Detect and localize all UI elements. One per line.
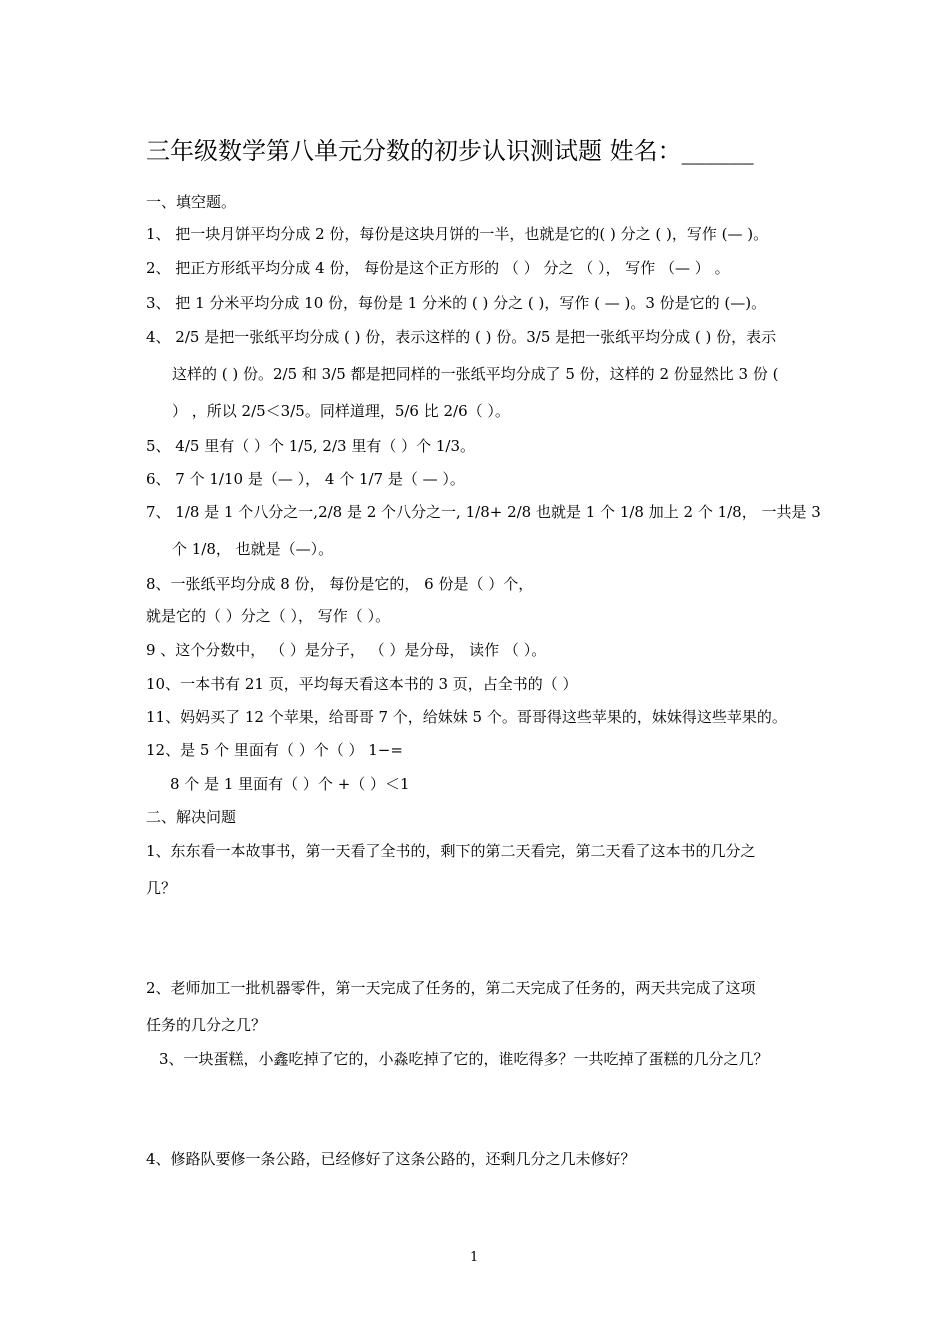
- question-2: 2、 把正方形纸平均分成 4 份， 每份是这个正方形的 （ ） 分之 （ ）， 写作 （— ） 。: [146, 259, 730, 277]
- question-5: 5、 4/5 里有（ ）个 1/5, 2/3 里有（ ）个 1/3。: [146, 437, 476, 455]
- question-8-line-2: 就是它的（ ）分之（ ）， 写作（ ）。: [146, 607, 391, 625]
- question-7-line-1: 7、 1/8 是 1 个八分之一,2/8 是 2 个八分之一, 1/8+ 2/8 也就是 1 个 1/8 加上 2 个 1/8， 一共是 3: [146, 503, 821, 521]
- page-title: 三年级数学第八单元分数的初步认识测试题 姓名：______: [146, 137, 754, 165]
- section-heading-fill-in: 一、填空题。: [146, 193, 237, 211]
- problem-2-line-1: 2、老师加工一批机器零件，第一天完成了任务的，第二天完成了任务的，两天共完成了这项: [146, 979, 756, 997]
- problem-1-line-2: 几？: [146, 879, 177, 897]
- question-11: 11、妈妈买了 12 个苹果，给哥哥 7 个，给妹妹 5 个。哥哥得这些苹果的，妹妹得这些苹果的。: [146, 708, 787, 726]
- problem-4: 4、修路队要修一条公路，已经修好了这条公路的，还剩几分之几未修好？: [146, 1150, 636, 1168]
- question-12-line-2: 8 个 是 1 里面有（ ）个 +（ ）＜1: [170, 775, 410, 793]
- question-12-line-1: 12、是 5 个 里面有（ ）个（ ） 1−=: [146, 741, 403, 759]
- page-number: 1: [470, 1250, 479, 1265]
- question-8-line-1: 8、一张纸平均分成 8 份， 每份是它的， 6 份是（ ）个，: [146, 575, 534, 593]
- question-1: 1、 把一块月饼平均分成 2 份，每份是这块月饼的一半，也就是它的( ) 分之 ( )，写作 (— )。: [146, 225, 769, 243]
- question-4-line-1: 4、 2/5 是把一张纸平均分成 ( ) 份，表示这样的 ( ) 份。3/5 是把一张纸平均分成 ( ) 份，表示: [146, 328, 777, 346]
- question-7-line-2: 个 1/8， 也就是（—）。: [172, 540, 334, 558]
- question-3: 3、 把 1 分米平均分成 10 份，每份是 1 分米的 ( ) 分之 ( )，写作 ( — )。3 份是它的 (—)。: [146, 294, 767, 312]
- question-4-line-3: ） ，所以 2/5＜3/5。同样道理，5/6 比 2/6（ ）。: [172, 402, 510, 420]
- question-6: 6、 7 个 1/10 是（— ）， 4 个 1/7 是（ — ）。: [146, 470, 465, 488]
- problem-2-line-2: 任务的几分之几？: [146, 1016, 267, 1034]
- question-10: 10、一本书有 21 页，平均每天看这本书的 3 页，占全书的（ ）: [146, 675, 578, 693]
- question-9: 9 、这个分数中， （ ）是分子， （ ）是分母， 读作 （ ）。: [146, 641, 547, 659]
- problem-3: 3、一块蛋糕，小鑫吃掉了它的，小淼吃掉了它的，谁吃得多？一共吃掉了蛋糕的几分之几？: [159, 1050, 769, 1068]
- problem-1-line-1: 1、东东看一本故事书，第一天看了全书的，剩下的第二天看完，第二天看了这本书的几分之: [146, 842, 756, 860]
- question-4-line-2: 这样的 ( ) 份。2/5 和 3/5 都是把同样的一张纸平均分成了 5 份，这样的 2 份显然比 3 份 (: [172, 365, 779, 383]
- section-heading-problems: 二、解决问题: [146, 808, 237, 826]
